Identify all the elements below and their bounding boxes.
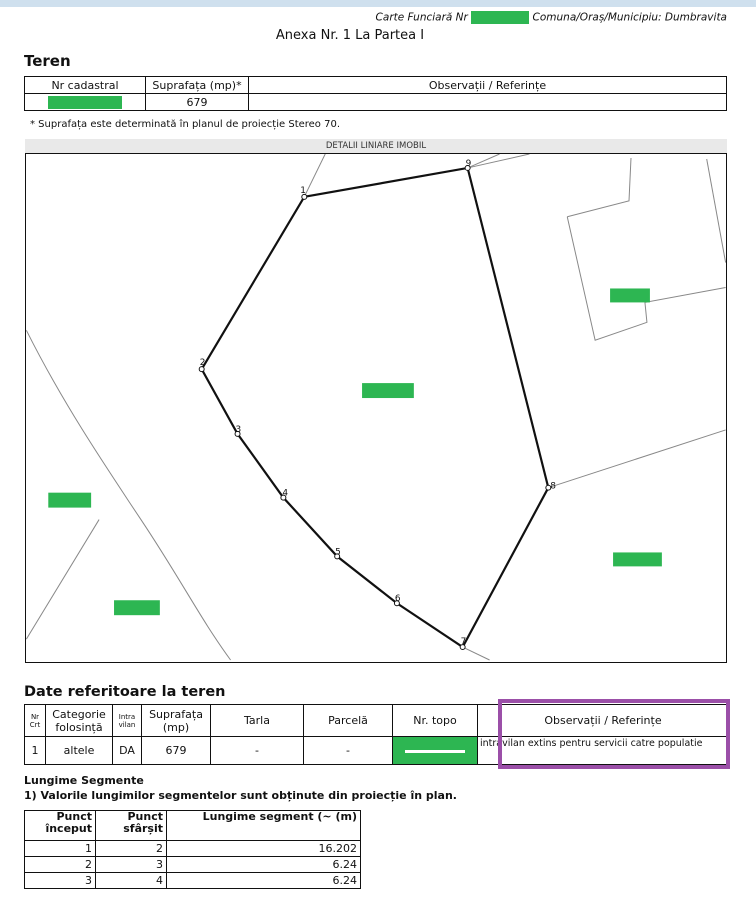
map-header: DETALII LINIARE IMOBIL bbox=[25, 139, 727, 153]
col-parcela: Parcelă bbox=[304, 705, 393, 737]
length-cell: 6.24 bbox=[167, 857, 361, 873]
point-label-6: 6 bbox=[394, 594, 401, 605]
neighbor-line bbox=[304, 154, 325, 197]
table-row bbox=[25, 94, 727, 111]
teren-heading: Teren bbox=[24, 52, 71, 70]
stereo70-footnote: * Suprafața este determinată în planul de proiecție Stereo 70. bbox=[30, 119, 341, 130]
segmente-title: Lungime Segmente bbox=[24, 774, 144, 787]
top-browser-bar bbox=[0, 0, 756, 7]
document-header bbox=[0, 11, 727, 24]
nr-cadastral-cell bbox=[25, 94, 146, 111]
redacted-parcel-id bbox=[48, 493, 91, 508]
date-teren-heading: Date referitoare la teren bbox=[24, 684, 226, 700]
parcela-cell: - bbox=[304, 737, 393, 765]
point-label-2: 2 bbox=[199, 358, 206, 369]
table-header-row bbox=[25, 811, 361, 841]
annex-title: Anexa Nr. 1 La Partea I bbox=[275, 28, 425, 43]
parcel-boundary bbox=[199, 168, 549, 647]
end-cell: 4 bbox=[96, 873, 167, 889]
segmente-note: 1) Valorile lungimilor segmentelor sunt obținute din proiecție în plan. bbox=[24, 789, 457, 802]
point-label-7: 7 bbox=[460, 637, 467, 648]
segmente-table bbox=[24, 810, 361, 889]
redacted-parcel-id bbox=[362, 383, 414, 398]
start-cell: 2 bbox=[25, 857, 96, 873]
neighbor-line bbox=[707, 159, 726, 263]
nr-topo-cell bbox=[393, 737, 478, 765]
neighbor-line bbox=[567, 217, 725, 341]
neighbor-line bbox=[567, 158, 631, 217]
categorie-cell: altele bbox=[46, 737, 113, 765]
point-label-8: 8 bbox=[550, 481, 557, 492]
start-cell: 1 bbox=[25, 841, 96, 857]
comuna-label: Comuna/Oraș/Municipiu: Dumbravita bbox=[532, 11, 727, 24]
table-header-row bbox=[25, 77, 727, 94]
redacted-parcel-id bbox=[114, 600, 160, 615]
table-row bbox=[25, 841, 361, 857]
col-punct-sfarsit: Punct sfârșit bbox=[96, 811, 167, 841]
col-categorie: Categorie folosință bbox=[46, 705, 113, 737]
neighbor-line bbox=[463, 647, 490, 660]
tarla-cell: - bbox=[211, 737, 304, 765]
col-suprafata: Suprafața (mp)* bbox=[146, 77, 249, 94]
point-label-5: 5 bbox=[335, 547, 341, 558]
end-cell: 3 bbox=[96, 857, 167, 873]
carte-funciara-label: Carte Funciară Nr bbox=[375, 11, 468, 24]
intravilan-cell: DA bbox=[113, 737, 142, 765]
length-cell: 6.24 bbox=[167, 873, 361, 889]
start-cell: 3 bbox=[25, 873, 96, 889]
redacted-parcel-id bbox=[613, 552, 662, 566]
neighbor-line bbox=[465, 154, 500, 169]
neighbor-line bbox=[548, 430, 725, 488]
col-observatii: Observații / Referințe bbox=[478, 705, 729, 737]
map-panel bbox=[25, 139, 727, 663]
neighbor-line bbox=[26, 520, 99, 640]
col-nr-cadastral: Nr cadastral bbox=[25, 77, 146, 94]
observatii-cell bbox=[249, 94, 727, 111]
point-label-3: 3 bbox=[235, 424, 242, 435]
col-suprafata: Suprafața (mp) bbox=[142, 705, 211, 737]
length-cell: 16.202 bbox=[167, 841, 361, 857]
col-punct-inceput: Punct început bbox=[25, 811, 96, 841]
point-label-4: 4 bbox=[282, 488, 289, 499]
suprafata-cell: 679 bbox=[142, 737, 211, 765]
table-row bbox=[25, 857, 361, 873]
suprafata-cell: 679 bbox=[146, 94, 249, 111]
table-row bbox=[25, 873, 361, 889]
redacted-parcel-id bbox=[610, 288, 650, 302]
redacted-cf-number bbox=[471, 11, 529, 24]
redacted-nr-cadastral bbox=[48, 96, 122, 109]
col-nr-crt: Nr Crt bbox=[25, 705, 46, 737]
neighbor-line bbox=[465, 154, 530, 169]
teren-table bbox=[24, 76, 727, 111]
observatii-highlight-box bbox=[498, 699, 730, 769]
col-observatii: Observații / Referințe bbox=[249, 77, 727, 94]
observatii-cell: intravilan extins pentru servicii catre populatie bbox=[478, 737, 729, 765]
nr-crt-cell: 1 bbox=[25, 737, 46, 765]
col-tarla: Tarla bbox=[211, 705, 304, 737]
redacted-nr-topo bbox=[405, 750, 465, 753]
point-label-9: 9 bbox=[465, 158, 472, 169]
parcel-map bbox=[25, 153, 727, 663]
col-lungime: Lungime segment (~ (m) bbox=[167, 811, 361, 841]
col-nr-topo: Nr. topo bbox=[393, 705, 478, 737]
point-label-1: 1 bbox=[300, 185, 307, 196]
end-cell: 2 bbox=[96, 841, 167, 857]
col-intravilan: Intra vilan bbox=[113, 705, 142, 737]
